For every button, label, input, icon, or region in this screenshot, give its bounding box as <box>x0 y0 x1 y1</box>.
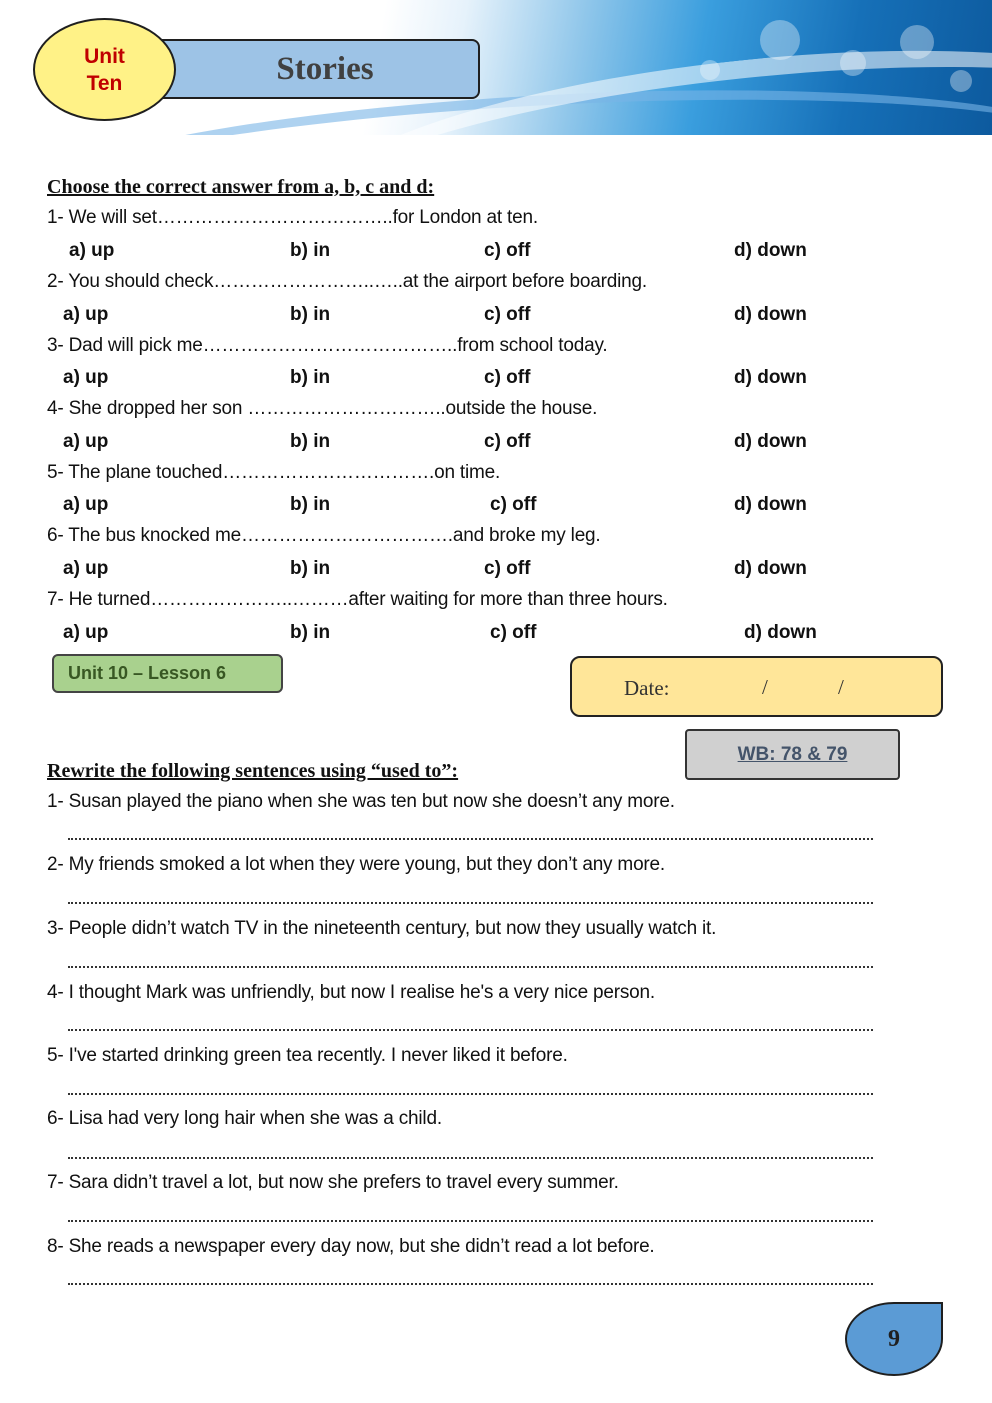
mcq-option-d: d) down <box>734 558 807 579</box>
section1-heading: Choose the correct answer from a, b, c and d: <box>47 176 435 198</box>
mcq-option-a: a) up <box>63 622 109 643</box>
mcq-option-d: d) down <box>734 494 807 515</box>
unit-title: Stories <box>276 50 374 87</box>
workbook-reference <box>685 729 900 780</box>
rewrite-sentence: 4- I thought Mark was unfriendly, but now I realise he's a very nice person. <box>47 982 655 1003</box>
mcq-question: 3- Dad will pick me…………………………………..from school today. <box>47 335 608 356</box>
mcq-option-a: a) up <box>63 494 109 515</box>
mcq-option-b: b) in <box>290 304 331 325</box>
mcq-option-b: b) in <box>290 622 331 643</box>
rewrite-sentence: 5- I've started drinking green tea recently. I never liked it before. <box>47 1045 568 1066</box>
mcq-question: 7- He turned…………………..………after waiting for more than three hours. <box>47 589 668 610</box>
mcq-option-d: d) down <box>734 431 807 452</box>
mcq-option-b: b) in <box>290 240 331 261</box>
answer-line[interactable] <box>68 1220 873 1222</box>
mcq-option-d: d) down <box>734 304 807 325</box>
rewrite-sentence: 8- She reads a newspaper every day now, but she didn’t read a lot before. <box>47 1236 655 1257</box>
mcq-option-a: a) up <box>63 558 109 579</box>
mcq-option-b: b) in <box>290 558 331 579</box>
answer-line[interactable] <box>68 902 873 904</box>
mcq-option-b: b) in <box>290 494 331 515</box>
mcq-option-a: a) up <box>63 431 109 452</box>
rewrite-sentence: 1- Susan played the piano when she was ten but now she doesn’t any more. <box>47 791 675 812</box>
answer-line[interactable] <box>68 1093 873 1095</box>
mcq-option-a: a) up <box>63 304 109 325</box>
lesson-label <box>52 654 283 693</box>
rewrite-sentence: 3- People didn’t watch TV in the nineteenth century, but now they usually watch it. <box>47 918 717 939</box>
date-box[interactable] <box>570 656 943 717</box>
unit-title-bar <box>150 39 480 99</box>
mcq-question: 2- You should check……………………..…..at the airport before boarding. <box>47 271 647 292</box>
date-separator: / <box>762 675 768 699</box>
workbook-reference-text: WB: 78 & 79 <box>737 743 848 765</box>
unit-badge-line1: Unit <box>84 44 125 68</box>
mcq-option-d: d) down <box>734 240 807 261</box>
date-separator: / <box>838 675 844 699</box>
page-number-text: 9 <box>888 1325 900 1352</box>
mcq-option-d: d) down <box>744 622 817 643</box>
mcq-option-c: c) off <box>484 304 531 325</box>
answer-line[interactable] <box>68 1283 873 1285</box>
page-number <box>845 1302 943 1376</box>
mcq-option-c: c) off <box>484 558 531 579</box>
mcq-option-c: c) off <box>490 622 537 643</box>
mcq-option-a: a) up <box>69 240 115 261</box>
rewrite-sentence: 2- My friends smoked a lot when they were young, but they don’t any more. <box>47 854 666 875</box>
mcq-option-a: a) up <box>63 367 109 388</box>
mcq-question: 4- She dropped her son …………………………..outside the house. <box>47 398 598 419</box>
unit-badge-line2: Ten <box>86 71 123 95</box>
lesson-label-text: Unit 10 – Lesson 6 <box>68 663 227 683</box>
mcq-question: 5- The plane touched…………………………….on time. <box>47 462 501 483</box>
mcq-option-d: d) down <box>734 367 807 388</box>
mcq-option-c: c) off <box>484 367 531 388</box>
date-label: Date: <box>624 676 670 700</box>
answer-line[interactable] <box>68 1029 873 1031</box>
answer-line[interactable] <box>68 966 873 968</box>
answer-line[interactable] <box>68 1157 873 1159</box>
rewrite-sentence: 6- Lisa had very long hair when she was a child. <box>47 1108 442 1129</box>
unit-badge <box>33 18 176 121</box>
mcq-option-c: c) off <box>484 240 531 261</box>
mcq-option-c: c) off <box>490 494 537 515</box>
mcq-option-b: b) in <box>290 431 331 452</box>
mcq-option-c: c) off <box>484 431 531 452</box>
mcq-question: 6- The bus knocked me…………………………….and broke my leg. <box>47 525 601 546</box>
rewrite-sentence: 7- Sara didn’t travel a lot, but now she prefers to travel every summer. <box>47 1172 619 1193</box>
mcq-option-b: b) in <box>290 367 331 388</box>
section2-heading: Rewrite the following sentences using “used to”: <box>47 760 459 782</box>
answer-line[interactable] <box>68 838 873 840</box>
mcq-question: 1- We will set………………………………..for London at ten. <box>47 207 538 228</box>
